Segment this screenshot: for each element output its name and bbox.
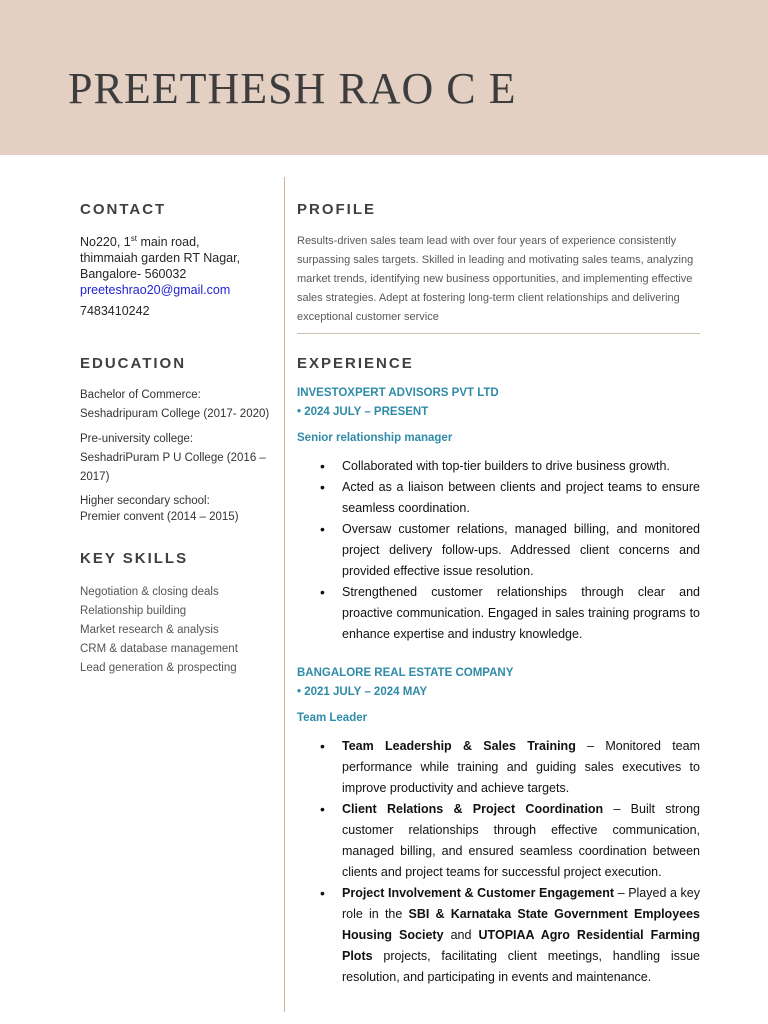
education-title: EDUCATION (80, 355, 187, 372)
job-company: BANGALORE REAL ESTATE COMPANY (297, 667, 514, 679)
right-column (297, 200, 700, 984)
job-company: INVESTOXPERT ADVISORS PVT LTD (297, 387, 499, 399)
header-banner (0, 0, 768, 155)
job-bullets (297, 456, 700, 645)
bullet-text: projects, facilitating client meetings, handling issue resolution, and participating in events and maintenance. (342, 949, 700, 984)
left-column (80, 200, 275, 674)
skill-item: Lead generation & prospecting (80, 662, 237, 674)
job-entry (297, 384, 700, 645)
profile-title: PROFILE (297, 201, 377, 218)
bullet-heading: Project Involvement & Customer Engagement (342, 886, 615, 900)
bullet-emphasis: UTOPIAA Agro Residential Farming Plots (342, 928, 700, 963)
address-line-2: thimmaiah garden RT Nagar, (80, 251, 241, 266)
job-dates: • 2024 JULY – PRESENT (297, 406, 429, 418)
bullet-text: and (443, 928, 479, 942)
education-degree: Pre-university college: (80, 433, 194, 445)
education-institution: Premier convent (2014 – 2015) (80, 511, 239, 523)
address-ordinal: st (130, 234, 137, 243)
job-bullet: • Acted as a liaison between clients and project teams to ensure seamless coordination. (342, 477, 700, 519)
education-list (80, 386, 275, 525)
education-degree: Bachelor of Commerce: (80, 389, 201, 401)
education-degree: Higher secondary school: (80, 495, 210, 507)
education-section (80, 354, 275, 525)
email-link[interactable]: preeteshrao20@gmail.com (80, 283, 231, 298)
education-entry (80, 430, 275, 487)
job-bullet (342, 883, 700, 988)
education-institution: SeshadriPuram P U College (2016 – 2017) (80, 452, 266, 483)
job-entry (297, 664, 700, 988)
bullet-heading: Client Relations & Project Coordination (342, 802, 604, 816)
skills-title: KEY SKILLS (80, 550, 189, 567)
contact-section (80, 200, 275, 319)
education-institution: Seshadripuram College (2017- 2020) (80, 408, 270, 420)
job-bullet: • Collaborated with top-tier builders to drive business growth. (342, 456, 700, 477)
job-role: Senior relationship manager (297, 432, 453, 444)
skill-item: CRM & database management (80, 643, 238, 655)
bullet-text: – Built strong customer relationships through effective communication, managed billing, and ensured seamless coordination between clients and project teams for successful project execution. (342, 802, 700, 879)
job-role: Team Leader (297, 712, 368, 724)
skills-section (80, 549, 275, 678)
bullet-text: – Monitored team performance while training and guiding sales executives to improve productivity and achieve targets. (342, 739, 700, 795)
skill-item: Market research & analysis (80, 624, 219, 636)
job-bullets (297, 736, 700, 988)
contact-details (80, 231, 275, 319)
education-entry (80, 493, 275, 525)
skills-list (80, 583, 275, 678)
profile-summary: Results-driven sales team lead with over four years of experience consistently surpassing sales targets. Skilled in leading and motivating sales teams, analyzing market trends, identifying new business opportunities, and implementing effective sales strategies. Adept at fostering long-term client relationships and delivering exceptional customer service (297, 235, 694, 323)
experience-title: EXPERIENCE (297, 355, 414, 372)
job-bullet (342, 799, 700, 883)
skill-item: Negotiation & closing deals (80, 586, 219, 598)
address-line-1 (80, 231, 275, 250)
profile-section (297, 200, 700, 334)
education-entry (80, 386, 275, 424)
bullet-text: – Played a key role in the (342, 886, 700, 921)
address-street: main road, (136, 235, 200, 250)
address-line-3: Bangalore- 560032 (80, 267, 187, 282)
bullet-emphasis: SBI & Karnataka State Government Employees Housing Society (342, 907, 700, 942)
address-street-number: No220, 1 (80, 235, 131, 250)
experience-section (297, 354, 700, 988)
job-bullet: • Strengthened customer relationships through clear and proactive communication. Engaged in sales training programs to enhance expertise and industry knowledge. (342, 582, 700, 645)
job-bullet (342, 736, 700, 799)
column-divider (284, 177, 285, 1012)
job-bullet: • Oversaw customer relations, managed billing, and monitored project delivery follow-ups. Addressed client concerns and provided effective issue resolution. (342, 519, 700, 582)
phone-number: 7483410242 (80, 304, 150, 319)
job-dates: • 2021 JULY – 2024 MAY (297, 686, 428, 698)
profile-divider (297, 333, 700, 334)
candidate-name: PREETHESH RAO C E (68, 64, 517, 113)
skill-item: Relationship building (80, 605, 187, 617)
bullet-heading: Team Leadership & Sales Training (342, 739, 576, 753)
contact-title: CONTACT (80, 201, 167, 218)
